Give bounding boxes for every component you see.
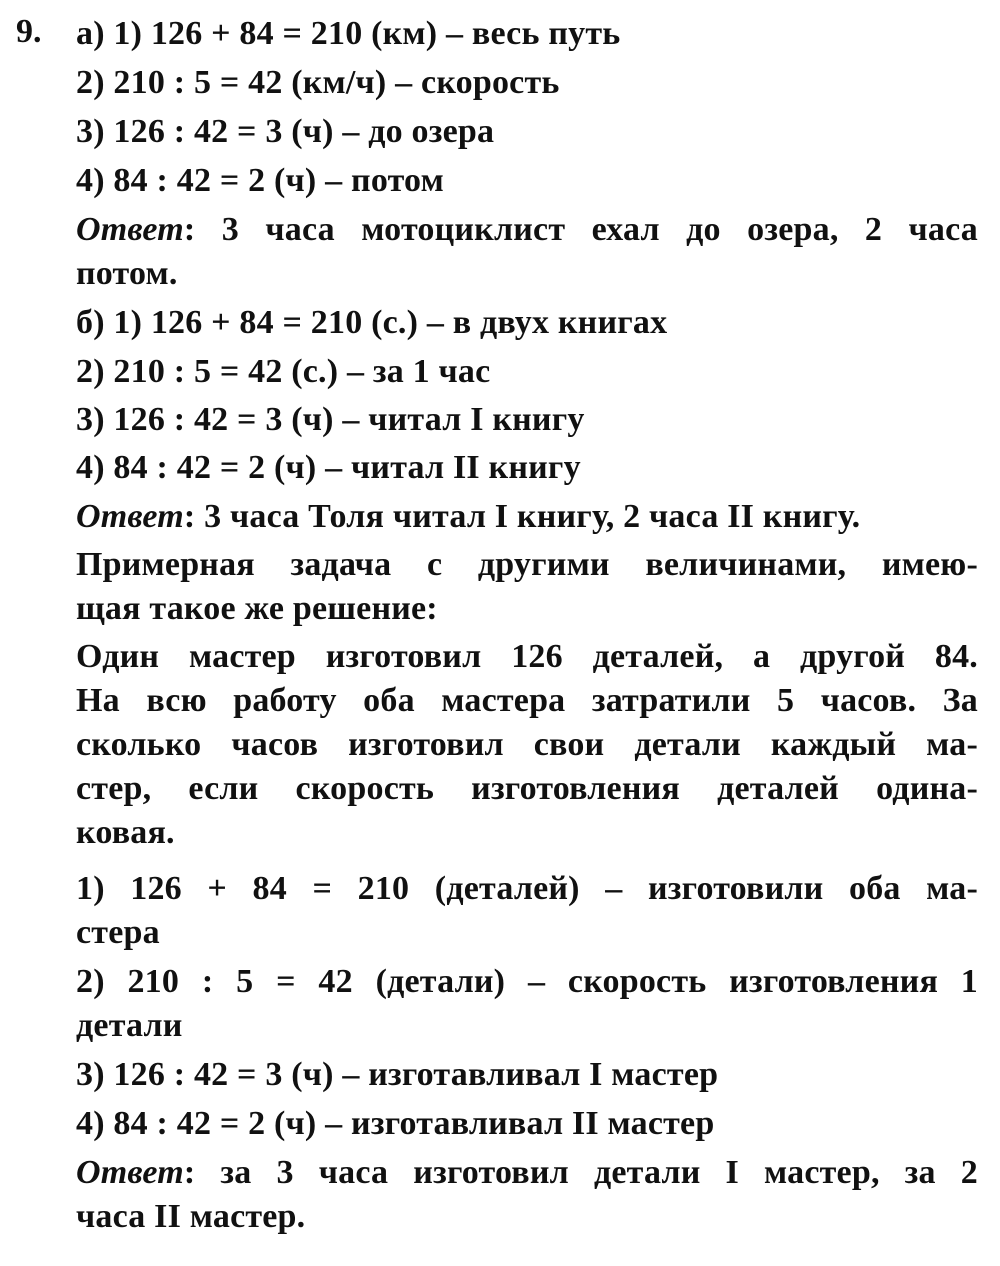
- task-line-3: сколько часов изготовил свои детали каждый ма-: [76, 726, 978, 763]
- problem-number: 9.: [16, 13, 42, 50]
- line-b-4: 4) 84 : 42 = 2 (ч) – читал II книгу: [76, 449, 581, 486]
- task-line-2: На всю работу оба мастера затратили 5 часов. За: [76, 682, 978, 719]
- task-line-4: стер, если скорость изготовления деталей одина-: [76, 770, 978, 807]
- solution-step-2: 2) 210 : 5 = 42 (детали) – скорость изготовления 1: [76, 963, 978, 1000]
- line-b-3: 3) 126 : 42 = 3 (ч) – читал I книгу: [76, 401, 585, 438]
- task-line-5: ковая.: [76, 814, 175, 851]
- solution-step-1-cont: стера: [76, 914, 160, 951]
- line-b-2: 2) 210 : 5 = 42 (с.) – за 1 час: [76, 353, 491, 390]
- line-4: 4) 84 : 42 = 2 (ч) – потом: [76, 162, 444, 199]
- solution-step-2-cont: детали: [76, 1007, 183, 1044]
- line-3: 3) 126 : 42 = 3 (ч) – до озера: [76, 113, 495, 150]
- example-intro-2: щая такое же решение:: [76, 590, 438, 627]
- answer-label: Ответ: [76, 1154, 184, 1191]
- answer-a-line-2: потом.: [76, 255, 178, 292]
- line-b-1: б) 1) 126 + 84 = 210 (с.) – в двух книгах: [76, 304, 668, 341]
- line-2: 2) 210 : 5 = 42 (км/ч) – скорость: [76, 64, 560, 101]
- solution-step-1: 1) 126 + 84 = 210 (деталей) – изготовили оба ма-: [76, 870, 978, 907]
- answer-label: Ответ: [76, 211, 184, 248]
- answer-label: Ответ: [76, 498, 184, 535]
- task-line-1: Один мастер изготовил 126 деталей, а другой 84.: [76, 638, 978, 675]
- answer-b: Ответ: 3 часа Толя читал I книгу, 2 часа II книгу.: [76, 498, 861, 535]
- solution-step-4: 4) 84 : 42 = 2 (ч) – изготавливал II мастер: [76, 1105, 715, 1142]
- answer-c-line-1: Ответ: за 3 часа изготовил детали I мастер, за 2: [76, 1154, 978, 1191]
- answer-c-line-2: часа II мастер.: [76, 1198, 306, 1235]
- example-intro-1: Примерная задача с другими величинами, имею-: [76, 546, 978, 583]
- solution-step-3: 3) 126 : 42 = 3 (ч) – изготавливал I мастер: [76, 1056, 719, 1093]
- answer-a-line-1: Ответ: 3 часа мотоциклист ехал до озера, 2 часа: [76, 211, 978, 248]
- line-1: а) 1) 126 + 84 = 210 (км) – весь путь: [76, 15, 621, 52]
